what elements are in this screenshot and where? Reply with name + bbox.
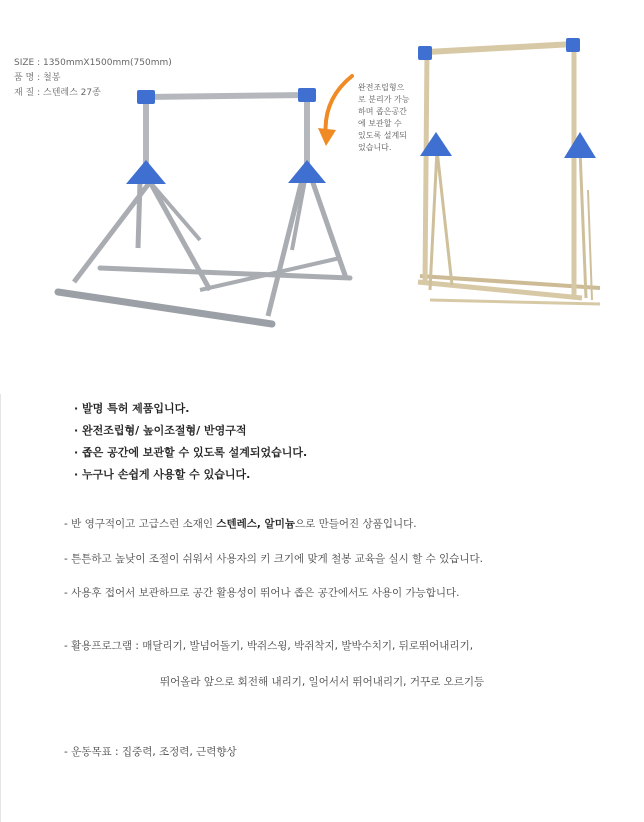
feature-item: · 발명 특허 제품입니다. [74,402,190,415]
left-brace-mid [138,182,140,248]
description-material [64,516,417,531]
material-prefix: - 반 영구적이고 고급스런 소재인 [64,518,217,530]
feature-item: · 완전조립형/ 높이조절형/ 반영구적 [74,424,247,437]
activity-programs: - 활용프로그램 : 매달리기, 발넘어돌기, 박쥐스윙, 박쥐착지, 발박수치기, 뒤로뛰어내리기, [64,640,474,652]
spec-size: SIZE : 1350mmX1500mm(750mm) [14,58,172,68]
right-top-joint [566,38,580,52]
arrow-icon [318,76,352,146]
spec-material: 재 질 : 스텐레스 27종 [14,88,101,98]
feature-item: · 누구나 손쉽게 사용할 수 있습니다. [74,468,251,481]
left-brace-2 [437,150,452,285]
material-suffix: 으로 만들어진 상품입니다. [295,518,417,530]
right-brace-front [268,180,302,316]
base-rail-extra [430,300,600,304]
material-highlight: 스텐레스, 알미늄 [216,518,295,530]
left-divider [0,394,1,822]
callout-line: 하며 좁은공간 [358,107,407,116]
right-mid-joint [288,160,326,183]
callout-line: 었습니다. [358,143,392,152]
left-mid-joint [126,160,166,184]
activity-programs-continued: 뛰어올라 앞으로 회전해 내리기, 일어서서 뛰어내리기, 거꾸로 오르기등 [160,676,485,688]
right-brace-2 [588,190,592,300]
callout-line: 있도록 설계되 [358,131,407,140]
base-back-rail [100,268,350,278]
aluminum-bar-image [418,38,600,304]
feature-list [74,398,307,486]
feature-item: · 좁은 공간에 보관할 수 있도록 설계되었습니다. [74,446,308,459]
description-height: - 튼튼하고 높낮이 조절이 쉬워서 사용자의 키 크기에 맞게 철봉 교육을 실시 할 수 있습니다. [64,553,484,565]
base-front-rail [58,292,272,324]
right-mid-joint [564,132,596,158]
top-bar [427,44,574,52]
assembly-callout [358,82,418,154]
left-brace [430,150,437,290]
right-top-joint [298,88,316,102]
assembled-bar-image [58,88,350,324]
callout-line: 완전조립형으 [358,83,405,92]
right-brace [580,150,586,298]
exercise-goals: - 운동목표 : 집중력, 조정력, 근력향상 [64,746,237,758]
callout-line: 로 분리가 가능 [358,95,410,104]
left-brace-back [150,182,210,290]
top-bar [146,95,307,97]
left-top-joint [137,90,155,104]
left-upright [425,50,427,284]
left-top-joint [418,46,432,60]
description-storage: - 사용후 접어서 보관하므로 공간 활용성이 뛰어나 좁은 공간에서도 사용이 가능합니다. [64,587,460,599]
product-illustrations [0,0,644,360]
spec-item-name: 품 명 : 철봉 [14,73,61,83]
callout-line: 에 보관할 수 [358,119,402,128]
